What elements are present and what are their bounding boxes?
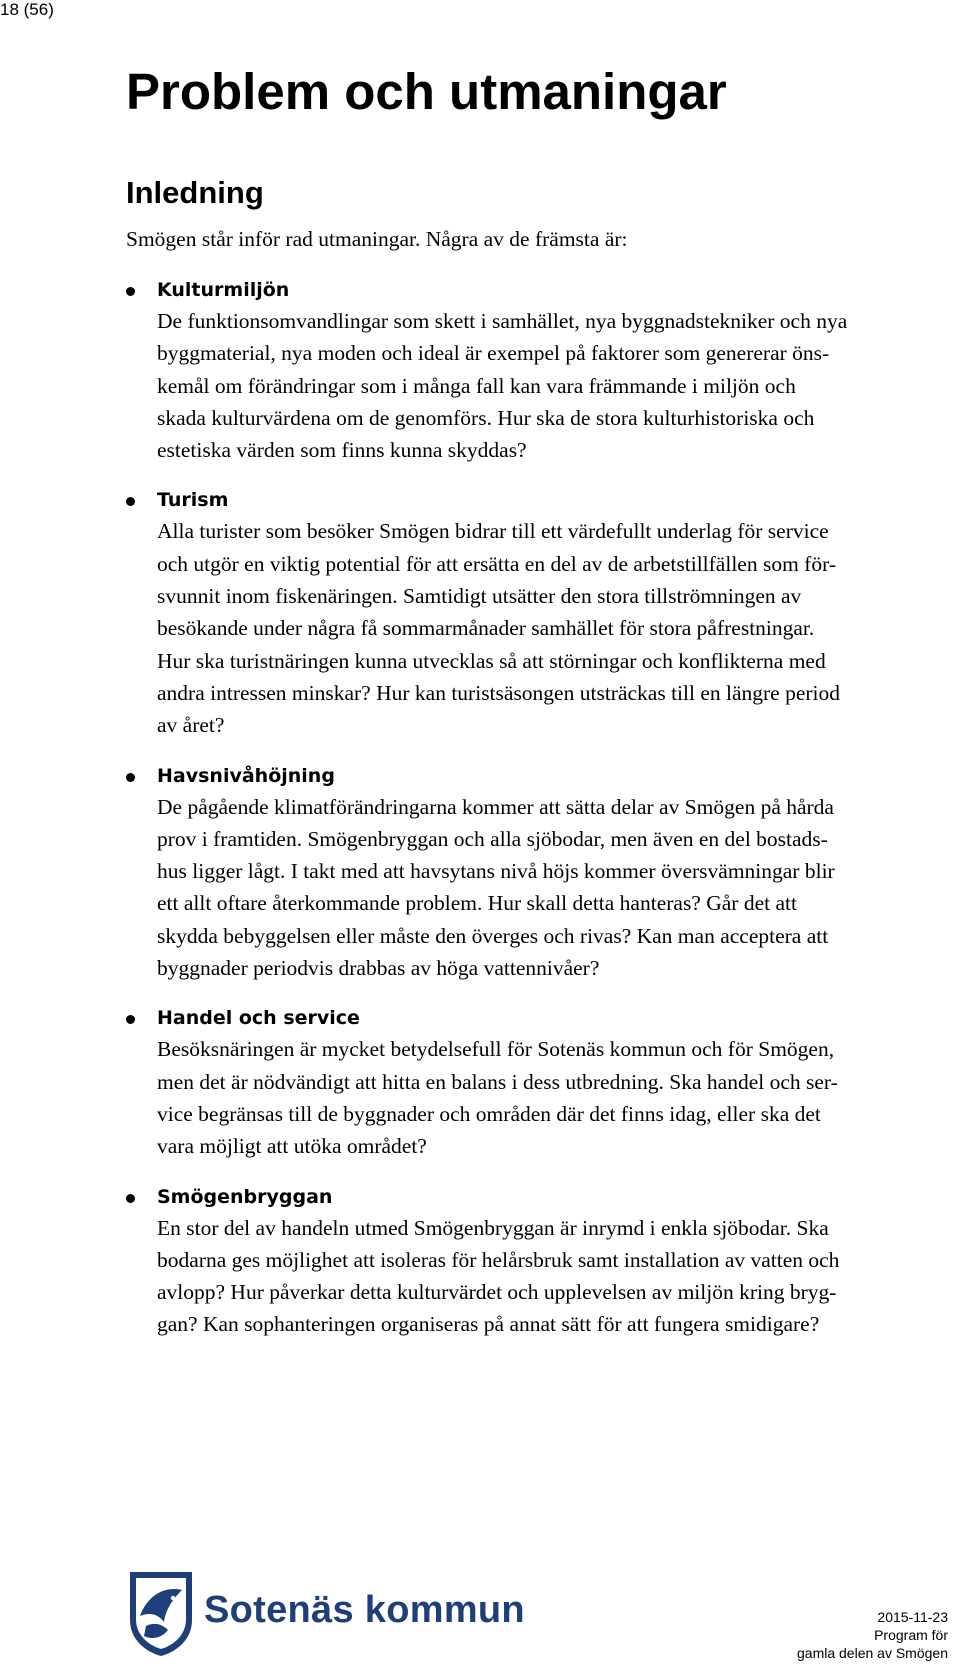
issue-item — [126, 275, 946, 466]
issue-text-line: skada kulturvärdena om de genomförs. Hur ska de stora kulturhistoriska och — [157, 405, 815, 430]
issue-text-line: De pågående klimatförändringarna kommer att sätta delar av Smögen på hårda — [157, 794, 834, 819]
issue-heading: Handel och service — [157, 1007, 360, 1030]
footer-date: 2015-11-23 — [877, 1609, 948, 1625]
issue-text-line: En stor del av handeln utmed Smögenbryggan är inrymd i enkla sjöbodar. Ska — [157, 1215, 829, 1240]
municipality-logo — [126, 1568, 526, 1663]
logo-text: Sotenäs kommun — [204, 1589, 525, 1631]
issue-text-line: vice begränsas till de byggnader och områden där det finns idag, eller ska det — [157, 1101, 821, 1126]
issue-text-line: ett allt oftare återkommande problem. Hur skall detta hanteras? Går det att — [157, 891, 797, 916]
issue-item — [126, 1182, 946, 1341]
issue-text-line: prov i framtiden. Smögenbryggan och alla sjöbodar, men även en del bostads- — [157, 826, 828, 851]
issue-heading: Smögenbryggan — [157, 1185, 333, 1208]
issue-item — [126, 761, 946, 985]
issue-text-line: av året? — [157, 713, 225, 738]
issue-heading: Kulturmiljön — [157, 279, 290, 301]
bullet-icon — [126, 287, 135, 296]
issue-text-line: bodarna ges möjlighet att isoleras för helårsbruk samt installation av vatten och — [157, 1247, 840, 1272]
issue-text-line: byggmaterial, nya moden och ideal är exempel på faktorer som genererar öns- — [157, 341, 830, 366]
issue-text-line: svunnit inom fiskenäringen. Samtidigt utsätter den stora tillströmningen av — [157, 584, 802, 609]
issue-heading: Havsnivåhöjning — [157, 764, 335, 787]
issue-text-line: andra intressen minskar? Hur kan turistsäsongen utsträckas till en längre period — [157, 680, 841, 705]
issue-heading: Turism — [157, 489, 229, 512]
bullet-icon — [126, 1194, 135, 1203]
footer-program-line1: Program för — [874, 1627, 948, 1643]
issue-text-line: avlopp? Hur påverkar detta kulturvärdet och upplevelsen av miljön kring bryg- — [157, 1280, 837, 1305]
issue-text-line: skydda bebyggelsen eller måste den överges och rivas? Kan man acceptera att — [157, 923, 829, 948]
issue-text-line: byggnader periodvis drabbas av höga vattennivåer? — [157, 956, 600, 981]
issue-text-line: Hur ska turistnäringen kunna utvecklas så att störningar och konflikterna med — [157, 648, 826, 673]
intro-paragraph: Smögen står inför rad utmaningar. Några av de främsta är: — [126, 227, 628, 251]
footer-meta — [797, 1608, 948, 1662]
coat-of-arms-icon — [126, 1568, 196, 1658]
section-heading: Inledning — [126, 175, 264, 210]
issue-text-line: och utgör en viktig potential för att ersätta en del av de arbetstillfällen som för- — [157, 551, 836, 576]
footer-program-line2: gamla delen av Smögen — [797, 1645, 948, 1661]
issue-text-line: kemål om förändringar som i många fall kan vara främmande i miljön och — [157, 373, 796, 398]
issue-text-line: gan? Kan sophanteringen organiseras på annat sätt för att fungera smidigare? — [157, 1312, 820, 1337]
bullet-icon — [126, 1015, 135, 1024]
page-title: Problem och utmaningar — [126, 63, 727, 120]
issue-text-line: Besöksnäringen är mycket betydelsefull för Sotenäs kommun och för Smögen, — [157, 1037, 835, 1062]
issue-text-line: besökande under några få sommarmånader samhället för stora påfrestningar. — [157, 616, 815, 641]
bullet-icon — [126, 773, 135, 782]
issue-text-line: estetiska värden som finns kunna skyddas? — [157, 438, 527, 463]
issue-text-line: men det är nödvändigt att hitta en balans i dess utbredning. Ska handel och ser- — [157, 1069, 838, 1094]
issue-text-line: hus ligger lågt. I takt med att havsytans nivå höjs kommer översvämningar blir — [157, 859, 835, 884]
issue-list — [126, 275, 946, 1360]
issue-text-line: Alla turister som besöker Smögen bidrar till ett värdefullt underlag för service — [157, 519, 829, 544]
issue-item — [126, 1003, 946, 1162]
issue-text-line: De funktionsomvandlingar som skett i samhället, nya byggnadstekniker och nya — [157, 309, 848, 333]
issue-item — [126, 485, 946, 741]
issue-text-line: vara möjligt att utöka området? — [157, 1134, 427, 1159]
bullet-icon — [126, 497, 135, 506]
page-number: 18 (56) — [0, 0, 54, 19]
